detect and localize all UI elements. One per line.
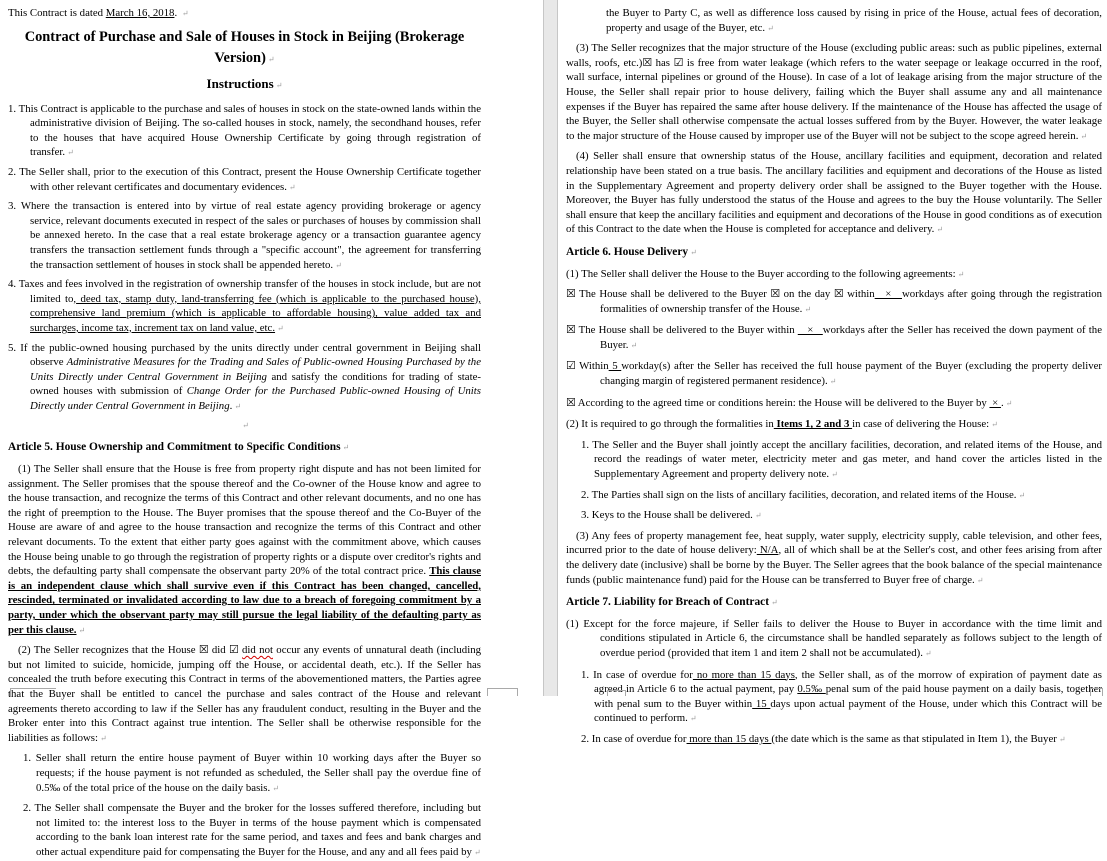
text-run: Article 5. House Ownership and Commitment to Specific Conditions <box>8 441 341 454</box>
text-run: Article 6. House Delivery <box>566 245 689 258</box>
text-run: deed tax, stamp duty, land-transferring fee (which is applicable to the purchased house), comprehensive land premium (which is applicable to affordable housing), value added tax and surcharges, income tax, increment tax on land value, etc. <box>30 292 481 334</box>
text-run: 5. If the public-owned housing purchased by the units directly under central government in Beijing shall observe <box>8 341 481 369</box>
instruction-item-1 <box>8 102 481 161</box>
article6-clause-3 <box>566 529 1102 588</box>
text-run: occur any events of unnatural death (including but not limited to suicide, homicide, jumping off the House, or accidental death, etc.). If the Seller has concealed the truth before executing this Contract in terms of the abovementioned matters, the Parties agree that the Buyer shall be entitled to cancel the purchase and sales contract of the House and relevant agreements thereto according to law if the Seller has any fraudulent conduct, resulting in the Buyer and the Broker enter into this Contract against true intention. The Seller shall be otherwise responsible for the liabilities as follows: <box>8 644 482 744</box>
text-run: × <box>874 288 902 301</box>
text-run: ☒ According to the agreed time or conditions herein: the House will be delivered to the Buyer by <box>566 396 990 409</box>
text-run: × <box>797 324 823 337</box>
text-run: This Contract is dated <box>8 7 106 19</box>
text-run: 4. Taxes and fees involved in the registration of ownership transfer of the houses in stock include, but are not limited to, <box>8 278 481 305</box>
text-run: 2. The Parties shall sign on the lists of ancillary facilities, decoration, and related items of the House. <box>581 488 1017 501</box>
text-run: no more than 15 days <box>692 668 795 681</box>
text-run: (3) Any fees of property management fee, heat supply, water supply, electricity supply, cable television, and other fees, incurred prior to the date of house delivery: <box>566 529 1102 557</box>
text-run: days upon actual payment of the House, under which this Contract will be continued to perform. <box>594 697 1103 725</box>
text-run: ☒ The House shall be delivered to the Buyer within <box>566 324 798 337</box>
instruction-item-2 <box>8 165 481 195</box>
instruction-item-5 <box>8 341 481 415</box>
article-7-heading <box>566 595 1102 611</box>
text-run: × <box>989 396 1001 409</box>
article6-delivery-option-2 <box>566 323 1102 353</box>
text-run: , all of which shall be at the Seller's cost, and other fees arising from after the delivery date (inclusive) shall be borne by the Buyer. The Seller agrees that the book balance of the special maintenance funds (public maintenance fund) paid for the House can be transferred to Buyer free of charge. <box>566 544 1102 586</box>
text-run: 1. The Seller and the Buyer shall jointly accept the ancillary facilities, decoration, and related items of the House, and record the readings of water meter, electricity meter and gas meter, and hand cover the articles listed in the Supplementary Agreement and property delivery note. <box>581 438 1102 481</box>
text-run: Contract of Purchase and Sale of Houses in Stock in Beijing (Brokerage Version) <box>24 28 465 66</box>
text-run: more than 15 days <box>686 732 772 745</box>
article5-clause-1 <box>8 462 481 638</box>
text-run: 1. This Contract is applicable to the purchase and sales of houses in stock on the state-owned lands within the administrative division of Beijing. The so-called houses in stock, namely, the secondhand houses, refer to the houses that have acquired House Ownership Certificate by going through registration of transfer. <box>8 102 481 159</box>
instructions-heading <box>8 74 481 95</box>
article5-liability-item-2 <box>8 801 481 860</box>
article6-delivery-option-4 <box>566 396 1102 412</box>
document-page-right[interactable] <box>558 0 1107 745</box>
article-6-heading <box>566 245 1102 261</box>
article5-clause-4 <box>566 149 1102 238</box>
text-run: (1) The Seller shall ensure that the House is free from property right dispute and has not been limited for assignment. The Seller promises that the spouse thereof and the Co-owner of the House know and agree to the house transaction, and recognize the terms of this Contract and other relevant documents, and no one has the right of preemption to the House. The Buyer promises that the spouse thereof and the Co-Buyer of the House are aware of and agree to the house transaction and recognize the terms of this Contract and other relevant documents. To the extent that either party goes against with the commitment above, which causes the House being unable to go through the registration of property rights or a dispute over creditor's rights and debts, the defaulting party shall compensate the observant party 20% of the total contract price. <box>8 463 481 578</box>
text-run: did not <box>242 644 273 657</box>
text-run: 0.5‰ <box>797 683 826 696</box>
text-run: Items 1, 2 and 3 <box>773 418 853 431</box>
text-run: workdays after going through the registration formalities of ownership transfer of the House. <box>600 288 1102 315</box>
empty-paragraph <box>8 418 481 433</box>
text-run: 3. Keys to the House shall be delivered. <box>581 509 753 522</box>
text-run: . <box>1000 396 1004 409</box>
text-run: in case of delivering the House: <box>852 418 990 431</box>
text-run: Article 7. Liability for Breach of Contract <box>566 596 769 609</box>
article-5-heading <box>8 440 481 456</box>
text-run: 2. The Seller shall compensate the Buyer and the broker for the losses suffered therefore, including but not limited to: the interest loss to the Buyer in terms of the house payment which is compensated according to the bank loan interest rate for the same period, and taxes and fees and bank charges and other actual expenditure paid for compensating the Buyer for the House, and any and all fees paid by <box>23 802 481 858</box>
text-run: workdays after the Seller has received the down payment of the Buyer. <box>600 324 1102 351</box>
text-run: (3) The Seller recognizes that the major structure of the House (excluding public areas: such as public pipelines, external walls, roofs, etc.)☒ has ☑ is free from water leakage (which refers to the water seepage or leakage occurred in the roof, wall surface, internal pipelines or ground of the House). In case of a lot of leakage arising from the major structure of the House, the Seller shall repair prior to house delivery, failing which the Buyer shall assume any and all maintenance expenses if the Buyer has repaired the same after house delivery. If the maintenance of the House has affected the usage of the Buyer, the Seller shall otherwise compensate the actual losses suffered from by the Buyer. However, the water leakage to the major structure of the House caused by improper use of the Buyer will not be subject to the scope agreed herein. <box>566 42 1102 142</box>
article7-clause-1 <box>566 617 1102 662</box>
text-run: workday(s) after the Seller has received the full house payment of the Buyer (excluding the property deliver changing margin of registered permanent residence). <box>600 360 1103 388</box>
article6-clause-1 <box>566 267 1102 283</box>
text-run: the Buyer to Party C, as well as difference loss caused by rising in price of the House, actual fees of decoration, property and usage of the Buyer, etc. <box>606 7 1102 34</box>
text-run: 2. In case of overdue for <box>581 732 687 745</box>
text-run: N/A <box>756 544 779 557</box>
text-boundary-crop-mark <box>10 688 56 696</box>
article6-clause-2 <box>566 417 1102 433</box>
article5-liability-item-2-continued <box>566 6 1102 36</box>
page-gap-divider <box>543 0 558 696</box>
text-run: 5 <box>608 360 622 373</box>
text-run: 15 <box>752 697 771 710</box>
article6-formality-item-2 <box>566 488 1102 504</box>
text-run: 1. Seller shall return the entire house payment of Buyer within 10 working days after the Buyer so requests; if the house payment is not refunded as scheduled, the Seller shall pay the overdue fine of 0.5‰ of the total price of the house on the daily basis. <box>23 752 481 794</box>
text-run: (1) Except for the force majeure, if Seller fails to deliver the House to Buyer in accordance with the time limit and conditions stipulated in Article 6, the circumstance shall be handled separately as follows subject to the length of overdue period (provided that item 1 and item 2 shall not be accumulated). <box>566 617 1102 659</box>
instruction-item-3 <box>8 199 481 273</box>
text-run: , the Seller shall, as of the morrow of expiration of payment date as agreed in Article 6 to the actual payment, pay <box>594 668 1103 696</box>
article5-clause-2 <box>8 643 481 746</box>
article6-formality-item-1 <box>566 438 1102 483</box>
contract-date-line <box>8 6 481 22</box>
text-run: 1. In case of overdue for <box>581 668 693 681</box>
text-run: Administrative Measures for the Trading and Sales of Public-owned Housing Purchased by the Units Directly under Central Government in Beijing <box>30 356 481 383</box>
text-run: and satisfy the conditions for trading of state-owned houses with submission of <box>30 370 481 398</box>
text-boundary-crop-mark <box>607 690 626 696</box>
text-run: 3. Where the transaction is entered into by virtue of real estate agency providing brokerage or agency service, relevant documents executed in respect of the sales or purchases of houses by commission shall be annexed hereto. In the case that a real estate brokerage agency or a transaction guarantee agency transfers the transaction settlement funds through a "specific account", the agreement for transferring the transaction settlement of houses in stock shall be appended hereto. <box>8 200 481 271</box>
document-page-left[interactable] <box>0 0 543 858</box>
article7-overdue-item-1 <box>566 668 1102 727</box>
text-run: (2) The Seller recognizes that the House ☒ did ☑ <box>18 644 243 657</box>
text-boundary-crop-mark <box>1090 688 1103 696</box>
text-run: Instructions <box>206 75 274 91</box>
text-run: Change Order for the Purchased Public-owned Housing of Units Directly under Central Government in Beijing <box>30 385 481 412</box>
text-run: . <box>174 7 180 19</box>
text-run: ☒ The House shall be delivered to the Buyer ☒ on the day ☒ within <box>566 288 875 301</box>
article6-delivery-option-3 <box>566 359 1102 389</box>
article6-delivery-option-1 <box>566 287 1102 317</box>
text-run: 2. The Seller shall, prior to the execution of this Contract, present the House Ownership Certificate together with other relevant certificates and documentary evidences. <box>8 165 481 193</box>
contract-title <box>8 27 481 70</box>
text-run: ☑ Within <box>566 360 609 373</box>
article7-overdue-item-2 <box>566 732 1102 748</box>
text-run: . <box>229 399 233 412</box>
text-run: March 16, 2018 <box>105 7 175 19</box>
text-run: penal sum of the paid house payment on a daily basis, together with penal sum to the Buyer within <box>594 683 1102 710</box>
text-run: (1) The Seller shall deliver the House to the Buyer according to the following agreements: <box>566 267 956 280</box>
text-boundary-crop-mark <box>487 688 518 696</box>
text-run: (2) It is required to go through the formalities in <box>566 418 774 431</box>
article6-formality-item-3 <box>566 508 1102 524</box>
instruction-item-4 <box>8 277 481 336</box>
text-run: This clause is an independent clause which shall survive even if this Contract has been changed, cancelled, rescinded, terminated or invalidated according to law due to a breach of foregoing commitment by a party, under which the observant party may still pursue the legal liability of the defaulting party as per this clause. <box>8 565 481 636</box>
text-run: (4) Seller shall ensure that ownership status of the House, ancillary facilities and equipment, decoration and related relationship have been stated on a true basis. The ancillary facilities and equipment and decorations of the House as listed in the Supplementary Agreement and property delivery order shall be assigned to the Buyer together with the House. Moreover, the Buyer has fully understood the status of the House and agrees to the buy the House voluntarily. The Seller shall ensure that keep the ancillary facilities and equipment and decorations of the House in good conditions as of execution of this Contract to the date when the House is completed for acceptance and delivery. <box>566 150 1102 236</box>
article5-liability-item-1 <box>8 751 481 796</box>
article5-clause-3 <box>566 41 1102 144</box>
text-run: (the date which is the same as that stipulated in Item 1), the Buyer <box>771 732 1057 745</box>
